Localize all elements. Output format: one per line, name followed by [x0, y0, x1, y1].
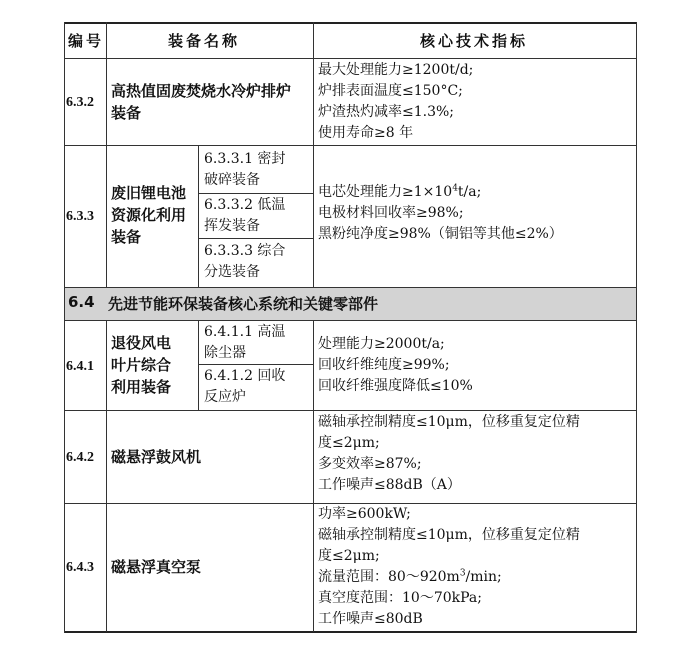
sub-equipment-name: 6.4.1.2 回收 反应炉 [204, 368, 286, 405]
sub-col-divider [198, 320, 199, 410]
col-divider [106, 320, 107, 632]
row-divider [64, 58, 637, 59]
spec-list: 电芯处理能力$\ge 1\times 10^4t/a$; 电极材料回收率≥98%; 黑粉纯净度≥98%（铜铝等其他≤2%） [318, 183, 563, 242]
row-divider [64, 287, 637, 288]
spec-line: 流量范围：$80\sim 920m^3/\min$; [318, 568, 502, 585]
spec-line: 电芯处理能力$\ge 1\times 10^4t/a$; [318, 183, 482, 200]
row-divider [64, 320, 637, 321]
row-number: 6.4.2 [66, 450, 94, 465]
row-number: 6.4.3 [66, 560, 94, 575]
spec-list: 处理能力≥2000t/a; 回收纤维纯度≥99%; 回收纤维强度降低≤10% [318, 336, 473, 394]
sub-divider [198, 364, 313, 365]
row-divider [64, 410, 637, 411]
row-number: 6.3.3 [66, 209, 94, 224]
equipment-name: 磁悬浮真空泵 [111, 558, 202, 576]
sub-divider [198, 193, 313, 194]
equipment-name: 高热值固废焚烧水冷炉排炉 装备 [111, 82, 292, 122]
spec-list: 磁轴承控制精度≤10μm，位移重复定位精 度≤2μm; 多变效率≥87%; 工作噪声≤88dB（A） [318, 414, 580, 493]
sub-equipment-name: 6.3.3.1 密封 破碎装备 [204, 151, 286, 188]
equipment-name: 磁悬浮鼓风机 [111, 448, 202, 466]
col-divider [313, 22, 314, 287]
header-number: 编号 [68, 32, 105, 50]
row-number: 6.3.2 [66, 95, 94, 110]
table-border-left [64, 22, 65, 633]
equipment-name: 退役风电 叶片综合 利用装备 [111, 334, 172, 396]
spec-list: 功率≥600kW; 磁轴承控制精度≤10μm，位移重复定位精 度≤2μm; 流量范围：$80\sim 920m^3/\min$; 真空度范围：10～70kPa; 工作噪声≤80dB [318, 506, 580, 627]
section-title: 先进节能环保装备核心系统和关键零部件 [108, 295, 379, 313]
header-spec: 核心技术指标 [420, 32, 529, 50]
table-border-top [64, 22, 637, 24]
sub-equipment-name: 6.4.1.1 高温 除尘器 [204, 324, 286, 361]
table-border-right [636, 22, 637, 633]
sub-equipment-name: 6.3.3.2 低温 挥发装备 [204, 197, 286, 234]
sub-col-divider [198, 145, 199, 287]
table-border-bottom [64, 631, 637, 633]
section-number: 6.4 [68, 293, 95, 311]
spec-list: 最大处理能力≥1200t/d; 炉排表面温度≤150°C; 炉渣热灼减率≤1.3%; 使用寿命≥8 年 [318, 62, 474, 141]
row-divider [64, 145, 637, 146]
header-name: 装备名称 [168, 32, 241, 50]
col-divider [106, 22, 107, 287]
sub-divider [198, 238, 313, 239]
sub-equipment-name: 6.3.3.3 综合 分选装备 [204, 243, 286, 280]
equipment-name: 废旧锂电池 资源化利用 装备 [111, 184, 187, 246]
col-divider [313, 320, 314, 632]
row-number: 6.4.1 [66, 359, 94, 374]
